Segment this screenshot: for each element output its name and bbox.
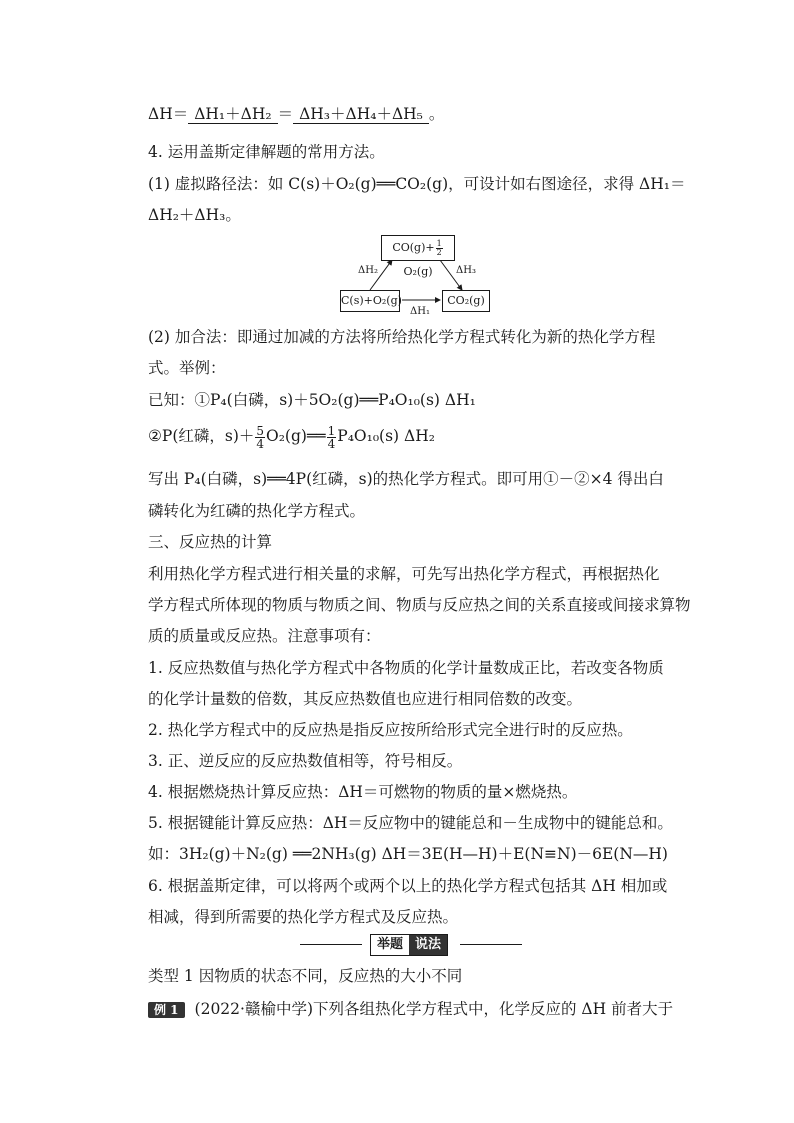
- note-3: 3. 正、逆反应的反应热数值相等，符号相反。: [148, 752, 463, 770]
- note-5-example: 如：3H₂(g)＋N₂(g) ══2NH₃(g) ΔH＝3E(H—H)＋E(N≡N)－6E(N—H): [148, 845, 668, 863]
- write-out-line-1: 写出 P₄(白磷，s)══4P(红磷，s)的热化学方程式。即可用①－②×4 得出白: [148, 470, 664, 488]
- eq2-frac1-num: 5: [256, 423, 265, 438]
- label-dh2: ΔH₂: [358, 265, 378, 276]
- note-6-line-2: 相减，得到所需要的热化学方程式及反应热。: [148, 908, 459, 926]
- addition-method-line-2: 式。举例：: [148, 359, 226, 377]
- eq2-frac2-num: 1: [327, 423, 336, 438]
- section-3-intro-2: 学方程式所体现的物质与物质之间、物质与反应热之间的关系直接或间接求算物: [148, 596, 691, 614]
- virtual-path-line-1: (1) 虚拟路径法：如 C(s)＋O₂(g)══CO₂(g)，可设计如右图途径，求得 ΔH₁＝: [148, 175, 686, 193]
- top-box-den: 2: [436, 247, 442, 257]
- example-1-text: (2022·赣榆中学)下列各组热化学方程式中，化学反应的 ΔH 前者大于: [194, 1000, 674, 1018]
- eq2-mid: O₂(g)══: [266, 427, 326, 445]
- write-out-line-2: 磷转化为红磷的热化学方程式。: [148, 502, 366, 520]
- eq2-pre: ②P(红磷，s)＋: [148, 427, 255, 445]
- summary-lead: ΔH＝: [148, 105, 189, 123]
- type-1-heading: 类型 1 因物质的状态不同，反应热的大小不同: [148, 967, 463, 985]
- note-1-line-1: 1. 反应热数值与热化学方程式中各物质的化学计量数成正比，若改变各物质: [148, 659, 664, 677]
- hess-path-diagram: [336, 232, 496, 320]
- note-5: 5. 根据键能计算反应热：ΔH＝反应物中的键能总和－生成物中的键能总和。: [148, 814, 673, 832]
- top-box-num: 1: [436, 238, 442, 248]
- example-tag: 例 1: [148, 1002, 185, 1018]
- eq2-post: P₄O₁₀(s) ΔH₂: [337, 427, 435, 445]
- banner-label: [370, 934, 448, 956]
- top-box-pre: CO(g)+: [392, 241, 435, 254]
- gaisi-summary-line: [148, 102, 444, 126]
- example-1: [148, 997, 673, 1021]
- diagram-box-right: CO₂(g): [442, 290, 490, 312]
- summary-blank-2: ΔH₃＋ΔH₄＋ΔH₅: [293, 105, 429, 124]
- note-2: 2. 热化学方程式中的反应热是指反应按所给形式完全进行时的反应热。: [148, 721, 633, 739]
- diagram-box-left: C(s)+O₂(g): [340, 290, 400, 312]
- section-banner: [300, 934, 524, 956]
- summary-blank-1: ΔH₁＋ΔH₂: [188, 105, 277, 124]
- virtual-path-line-2: ΔH₂＋ΔH₃。: [148, 206, 241, 224]
- label-dh3: ΔH₃: [456, 265, 476, 276]
- top-box-post: O₂(g): [403, 265, 433, 278]
- equation-1: 已知：①P₄(白磷，s)＋5O₂(g)══P₄O₁₀(s) ΔH₁: [148, 391, 476, 409]
- label-dh1: ΔH₁: [410, 306, 430, 317]
- section-3-heading: 三、反应热的计算: [148, 533, 273, 551]
- eq2-fraction-2: [327, 425, 337, 450]
- eq2-frac2-den: 4: [327, 436, 336, 451]
- banner-left-text: 举题: [377, 937, 404, 952]
- method-heading: 4. 运用盖斯定律解题的常用方法。: [148, 143, 385, 161]
- note-4: 4. 根据燃烧热计算反应热：ΔH＝可燃物的物质的量×燃烧热。: [148, 783, 578, 801]
- eq2-fraction-1: [255, 425, 265, 450]
- addition-method-line-1: (2) 加合法：即通过加减的方法将所给热化学方程式转化为新的热化学方程: [148, 328, 656, 346]
- note-1-line-2: 的化学计量数的倍数，其反应热数值也应进行相同倍数的改变。: [148, 690, 583, 708]
- banner-rule-right: [460, 944, 522, 945]
- equation-2: [148, 424, 435, 450]
- section-3-intro-3: 质的质量或反应热。注意事项有：: [148, 627, 381, 645]
- eq2-frac1-den: 4: [256, 436, 265, 451]
- top-box-fraction: [436, 240, 443, 257]
- summary-equals: ＝: [277, 105, 294, 123]
- diagram-box-top: [381, 235, 455, 278]
- banner-rule-left: [300, 944, 362, 945]
- banner-right-text: 说法: [409, 935, 447, 955]
- note-6-line-1: 6. 根据盖斯定律，可以将两个或两个以上的热化学方程式包括其 ΔH 相加或: [148, 877, 668, 895]
- summary-end: 。: [428, 105, 445, 123]
- section-3-intro-1: 利用热化学方程式进行相关量的求解，可先写出热化学方程式，再根据热化: [148, 565, 660, 583]
